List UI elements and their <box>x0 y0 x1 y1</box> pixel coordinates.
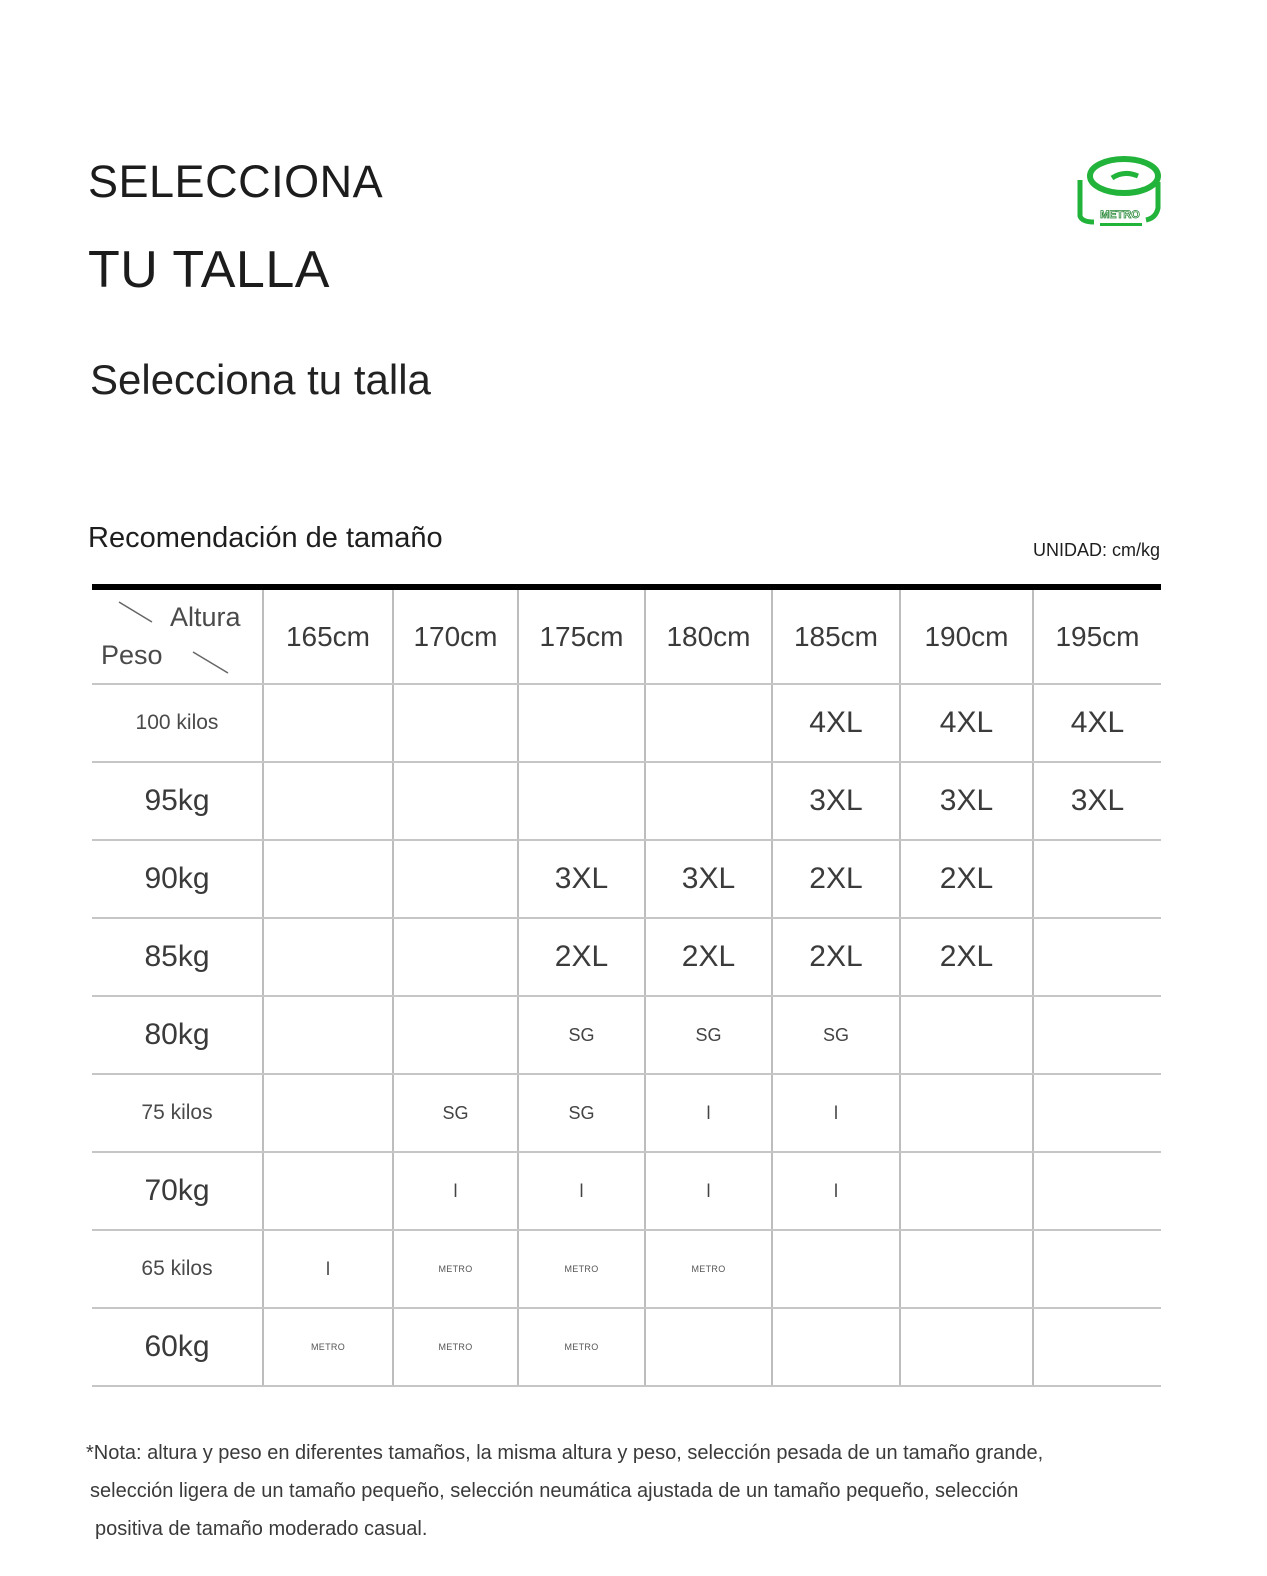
row-label: 100 kilos <box>92 684 263 762</box>
size-cell: METRO <box>645 1230 772 1308</box>
size-chart-table <box>92 584 1161 1387</box>
table-row <box>92 684 1161 762</box>
size-cell <box>900 1074 1033 1152</box>
size-cell: l <box>645 1074 772 1152</box>
size-cell: l <box>263 1230 393 1308</box>
row-label: 85kg <box>92 918 263 996</box>
size-cell <box>393 684 518 762</box>
size-cell: 2XL <box>900 840 1033 918</box>
section-title: Recomendación de tamaño <box>88 522 443 554</box>
footnote-line: *Nota: altura y peso en diferentes tamaños, la misma altura y peso, selección pesada de un tamaño grande, <box>86 1442 1044 1464</box>
page-subtitle: Selecciona tu talla <box>90 356 431 403</box>
size-cell: 4XL <box>900 684 1033 762</box>
table-row <box>92 996 1161 1074</box>
corner-cell <box>92 590 263 684</box>
size-cell <box>393 918 518 996</box>
row-label: 95kg <box>92 762 263 840</box>
altura-label: Altura <box>170 602 241 632</box>
size-cell: 2XL <box>772 840 900 918</box>
column-header: 195cm <box>1033 590 1161 684</box>
table-row <box>92 1308 1161 1386</box>
size-cell <box>1033 840 1161 918</box>
size-cell <box>263 996 393 1074</box>
table-row <box>92 762 1161 840</box>
size-cell: 2XL <box>772 918 900 996</box>
size-cell <box>1033 1152 1161 1230</box>
size-cell <box>263 1074 393 1152</box>
size-cell <box>900 996 1033 1074</box>
logo-label: METRO <box>1100 209 1140 221</box>
size-cell <box>263 918 393 996</box>
table-row <box>92 1230 1161 1308</box>
footnote-line: positiva de tamaño moderado casual. <box>95 1518 428 1540</box>
size-cell: l <box>645 1152 772 1230</box>
size-cell <box>263 762 393 840</box>
size-cell <box>1033 1230 1161 1308</box>
size-cell: METRO <box>263 1308 393 1386</box>
unit-label: UNIDAD: cm/kg <box>1032 540 1160 560</box>
peso-label: Peso <box>101 640 163 670</box>
size-cell <box>1033 1308 1161 1386</box>
size-cell <box>645 684 772 762</box>
row-label: 60kg <box>92 1308 263 1386</box>
size-cell: l <box>393 1152 518 1230</box>
size-cell <box>393 840 518 918</box>
size-cell <box>645 762 772 840</box>
size-cell <box>518 684 645 762</box>
size-cell <box>263 684 393 762</box>
size-cell: METRO <box>518 1230 645 1308</box>
size-cell: l <box>772 1074 900 1152</box>
table-row <box>92 1152 1161 1230</box>
size-cell: 4XL <box>772 684 900 762</box>
size-cell: l <box>772 1152 900 1230</box>
size-cell <box>900 1308 1033 1386</box>
size-cell <box>900 1152 1033 1230</box>
size-cell: 3XL <box>1033 762 1161 840</box>
row-label: 70kg <box>92 1152 263 1230</box>
row-label: 80kg <box>92 996 263 1074</box>
column-header: 175cm <box>518 590 645 684</box>
size-cell <box>772 1308 900 1386</box>
column-header: 170cm <box>393 590 518 684</box>
size-cell <box>263 1152 393 1230</box>
size-cell: SG <box>645 996 772 1074</box>
size-cell: SG <box>518 1074 645 1152</box>
size-cell <box>900 1230 1033 1308</box>
row-label: 90kg <box>92 840 263 918</box>
size-cell <box>263 840 393 918</box>
size-cell: 2XL <box>645 918 772 996</box>
column-header: 190cm <box>900 590 1033 684</box>
size-cell: METRO <box>393 1230 518 1308</box>
page-title-line2: TU TALLA <box>88 241 330 299</box>
size-cell: 3XL <box>645 840 772 918</box>
table-row <box>92 840 1161 918</box>
size-cell: 2XL <box>900 918 1033 996</box>
size-cell: SG <box>393 1074 518 1152</box>
row-label: 75 kilos <box>92 1074 263 1152</box>
size-cell: l <box>518 1152 645 1230</box>
size-cell: 3XL <box>772 762 900 840</box>
size-cell <box>393 996 518 1074</box>
size-cell <box>1033 918 1161 996</box>
size-cell: 3XL <box>518 840 645 918</box>
size-cell: METRO <box>518 1308 645 1386</box>
tape-measure-icon <box>1072 152 1168 232</box>
row-label: 65 kilos <box>92 1230 263 1308</box>
size-cell: 3XL <box>900 762 1033 840</box>
size-cell <box>645 1308 772 1386</box>
size-cell <box>772 1230 900 1308</box>
footnote <box>86 1434 1043 1548</box>
size-cell <box>1033 996 1161 1074</box>
column-header: 185cm <box>772 590 900 684</box>
size-cell: 4XL <box>1033 684 1161 762</box>
column-header: 180cm <box>645 590 772 684</box>
column-header: 165cm <box>263 590 393 684</box>
size-cell: 2XL <box>518 918 645 996</box>
size-cell: SG <box>772 996 900 1074</box>
size-cell <box>518 762 645 840</box>
size-cell <box>1033 1074 1161 1152</box>
size-cell: SG <box>518 996 645 1074</box>
footnote-line: selección ligera de un tamaño pequeño, selección neumática ajustada de un tamaño pequeño, selección <box>90 1480 1019 1502</box>
header-row <box>92 590 1161 684</box>
page-title-line1: SELECCIONA <box>88 156 384 207</box>
table-row <box>92 1074 1161 1152</box>
table-row <box>92 918 1161 996</box>
size-cell: METRO <box>393 1308 518 1386</box>
size-cell <box>393 762 518 840</box>
